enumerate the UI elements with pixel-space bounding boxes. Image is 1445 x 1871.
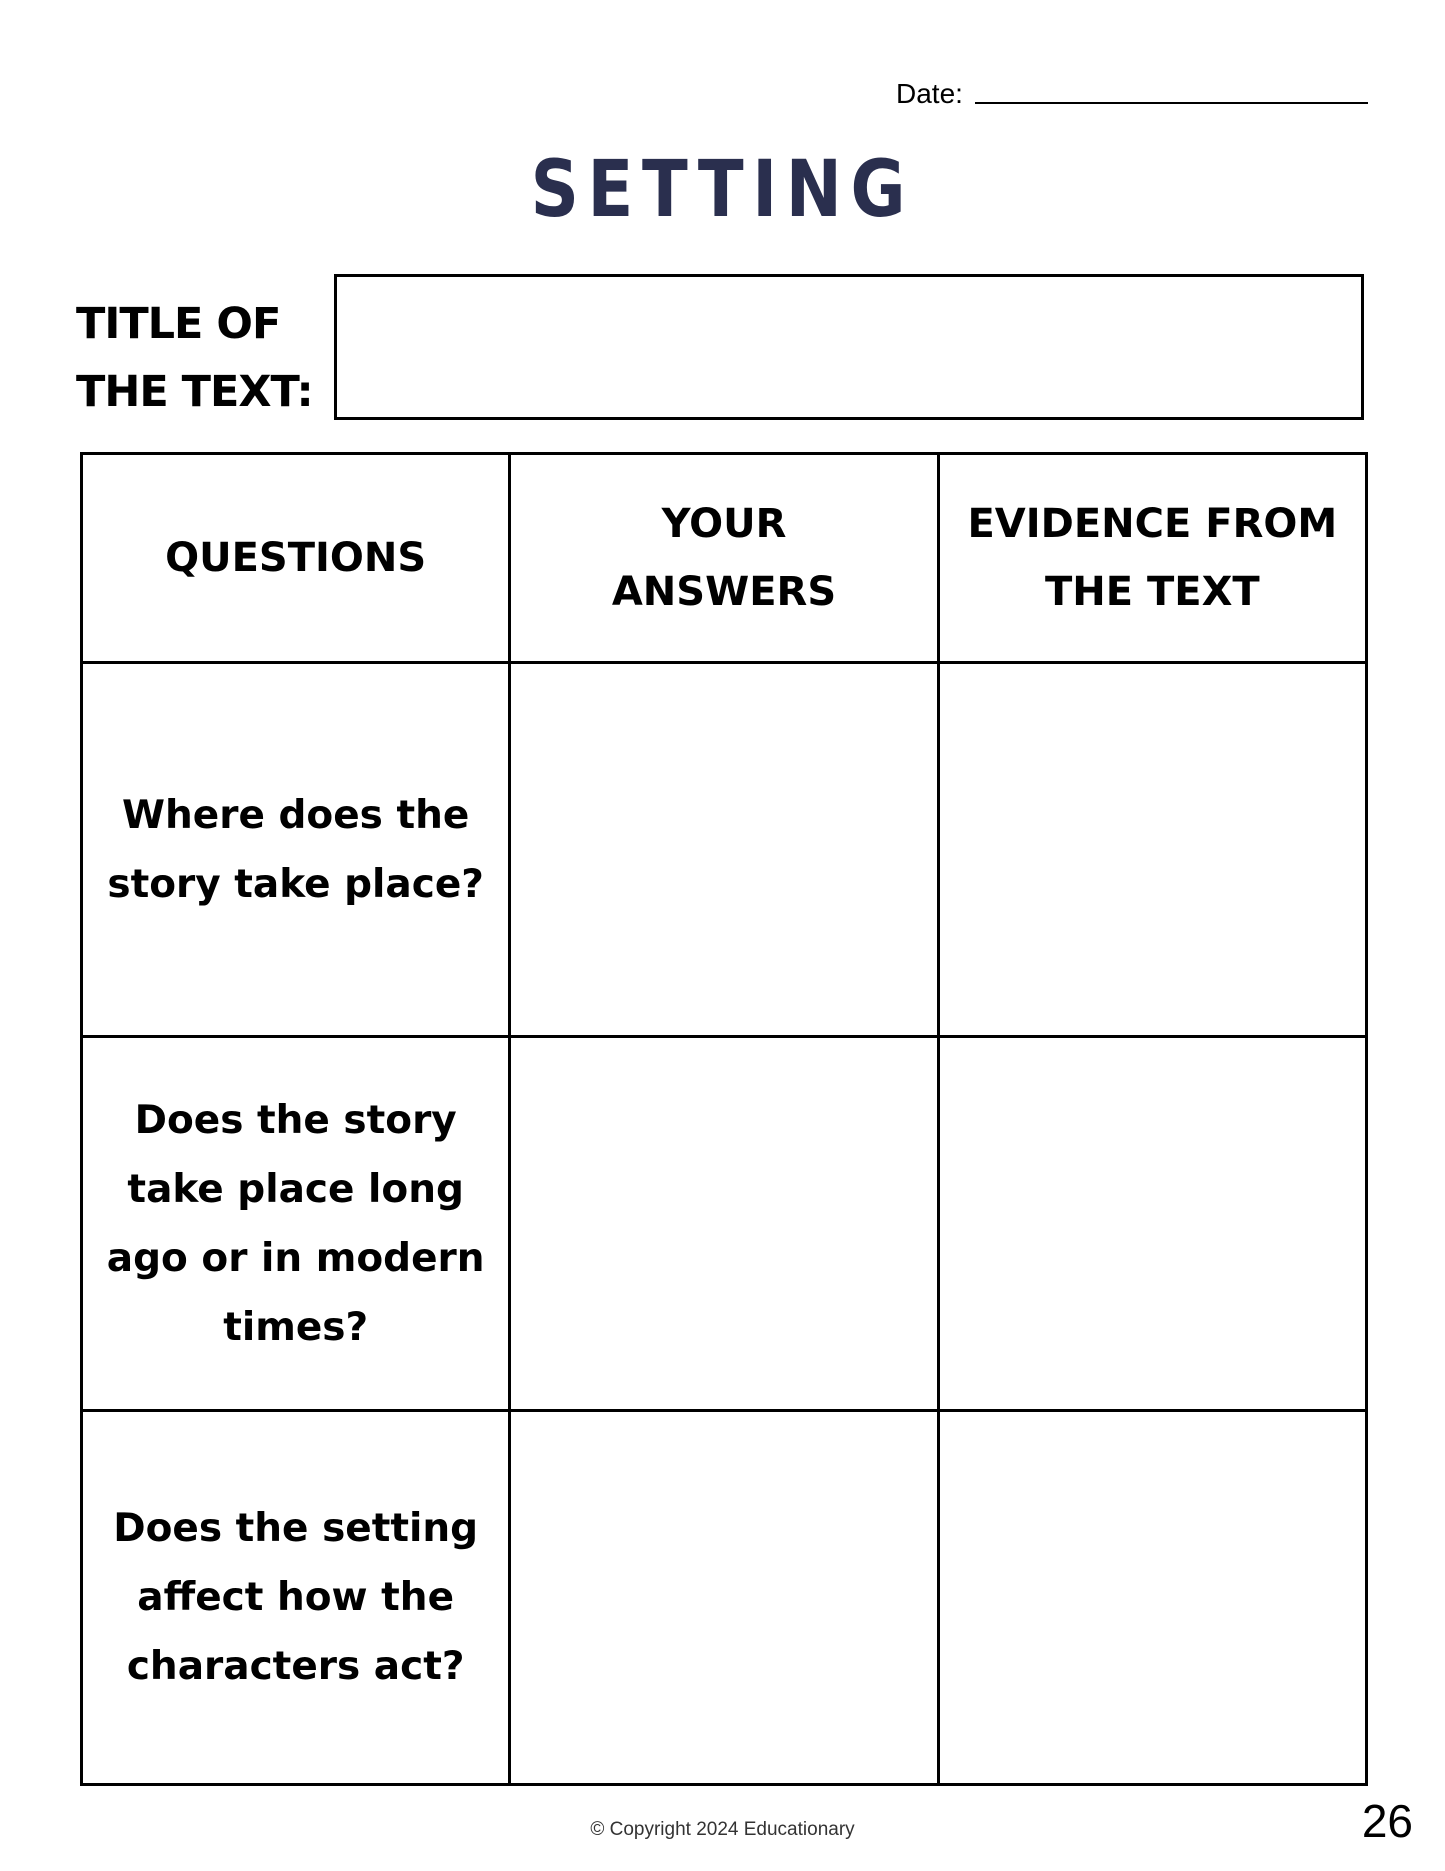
- question-cell: Does the setting affect how the characters act?: [82, 1411, 510, 1785]
- answer-cell[interactable]: [510, 1411, 938, 1785]
- title-label-line-1: TITLE OF: [76, 299, 281, 349]
- column-header-evidence: [938, 454, 1366, 663]
- page-number: 26: [1361, 1795, 1413, 1847]
- header-line: THE TEXT: [1044, 569, 1260, 615]
- answer-cell[interactable]: [510, 663, 938, 1037]
- header-line: QUESTIONS: [165, 535, 427, 581]
- question-cell: Where does the story take place?: [82, 663, 510, 1037]
- evidence-cell[interactable]: [938, 1411, 1366, 1785]
- table-row: [82, 1037, 1367, 1411]
- page-title: SETTING: [530, 145, 915, 235]
- title-of-text-label: [76, 290, 326, 426]
- table-row: [82, 1411, 1367, 1785]
- answer-cell[interactable]: [510, 1037, 938, 1411]
- title-label-line-2: THE TEXT:: [76, 367, 313, 417]
- table-row: [82, 663, 1367, 1037]
- header-line: EVIDENCE FROM: [967, 501, 1338, 547]
- column-header-your-answers: [510, 454, 938, 663]
- column-header-questions: [82, 454, 510, 663]
- copyright-notice: © Copyright 2024 Educationary: [590, 1819, 855, 1840]
- date-label: Date:: [896, 78, 963, 109]
- header-line: YOUR: [661, 501, 787, 547]
- evidence-cell[interactable]: [938, 663, 1366, 1037]
- evidence-cell[interactable]: [938, 1037, 1366, 1411]
- title-of-text-input-box[interactable]: [334, 274, 1364, 420]
- date-field: [896, 70, 1368, 110]
- table-header-row: [82, 454, 1367, 663]
- setting-worksheet-table: [80, 452, 1368, 1786]
- question-cell: Does the story take place long ago or in modern times?: [82, 1037, 510, 1411]
- header-line: ANSWERS: [611, 569, 837, 615]
- date-input-line[interactable]: [975, 70, 1368, 104]
